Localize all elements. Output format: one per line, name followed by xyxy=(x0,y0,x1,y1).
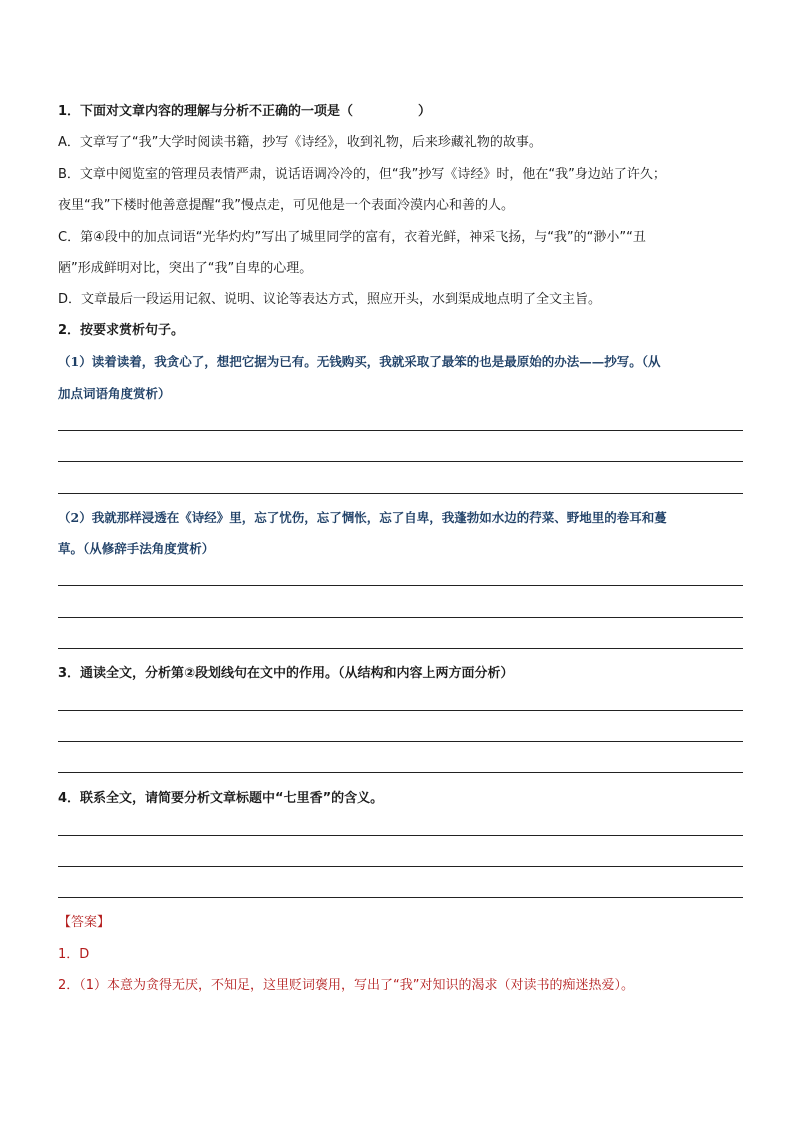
option-a: A．文章写了“我”大学时阅读书籍，抄写《诗经》，收到礼物，后来珍藏礼物的故事。 xyxy=(58,135,542,150)
q2-sentence-2-line-2: 草。（从修辞手法角度赏析） xyxy=(58,541,215,556)
q2-sentence-2-line-1: （2）我就那样浸透在《诗经》里，忘了忧伤，忘了惆怅，忘了自卑，我蓬勃如水边的荇菜、野地里的卷耳和蔓 xyxy=(58,510,667,525)
answer-line xyxy=(58,772,743,773)
q2-sentence-1-line-1: （1）读着读着，我贪心了，想把它据为已有。无钱购买，我就采取了最笨的也是最原始的办法——抄写。（从 xyxy=(58,354,661,369)
answer-1: 1．D xyxy=(58,947,90,962)
answer-2: 2．（1）本意为贪得无厌，不知足，这里贬词褒用，写出了“我”对知识的渴求（对读书的痴迷热爱）。 xyxy=(58,978,635,993)
option-c-line-2: 陋”形成鲜明对比，突出了“我”自卑的心理。 xyxy=(58,261,313,276)
option-d: D．文章最后一段运用记叙、说明、议论等表达方式，照应开头，水到渠成地点明了全文主旨。 xyxy=(58,292,602,307)
answer-line xyxy=(58,897,743,898)
option-c-line-1: C．第④段中的加点词语“光华灼灼”写出了城里同学的富有，衣着光鲜，神采飞扬，与“我”的“渺小”“丑 xyxy=(58,230,646,245)
option-b-line-2: 夜里“我”下楼时他善意提醒“我”慢点走，可见他是一个表面冷漠内心和善的人。 xyxy=(58,198,514,213)
answer-line xyxy=(58,617,743,618)
option-b-line-1: B．文章中阅览室的管理员表情严肃，说话语调冷冷的，但“我”抄写《诗经》时，他在“我”身边站了许久； xyxy=(58,167,666,182)
answer-header: 【答案】 xyxy=(58,915,111,930)
question-3-stem: 3．通读全文，分析第②段划线句在文中的作用。（从结构和内容上两方面分析） xyxy=(58,666,514,681)
answer-line xyxy=(58,461,743,462)
answer-line xyxy=(58,648,743,649)
answer-line xyxy=(58,493,743,494)
answer-line xyxy=(58,866,743,867)
q2-sentence-1-line-2: 加点词语角度赏析） xyxy=(58,386,171,401)
question-2-stem: 2．按要求赏析句子。 xyxy=(58,323,185,338)
question-4-stem: 4．联系全文，请简要分析文章标题中“七里香”的含义。 xyxy=(58,791,384,806)
answer-line xyxy=(58,835,743,836)
answer-line xyxy=(58,585,743,586)
question-1-stem: 1．下面对文章内容的理解与分析不正确的一项是（ ） xyxy=(58,104,432,119)
answer-line xyxy=(58,430,743,431)
answer-line xyxy=(58,710,743,711)
answer-line xyxy=(58,741,743,742)
